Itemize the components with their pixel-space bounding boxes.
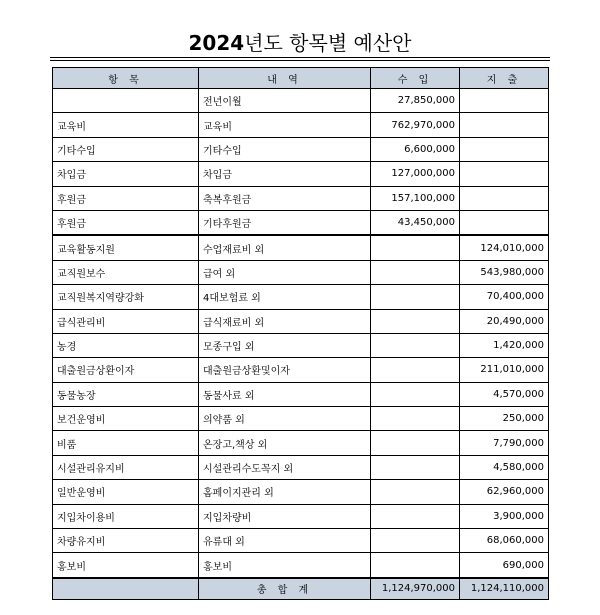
cell-expense xyxy=(460,162,549,186)
cell-detail: 모종구입 외 xyxy=(199,333,371,357)
cell-income xyxy=(371,455,460,479)
cell-item: 교직원복지역량강화 xyxy=(53,285,199,309)
table-row xyxy=(53,113,549,137)
cell-income: 127,000,000 xyxy=(371,162,460,186)
table-header-row xyxy=(53,68,549,89)
cell-item xyxy=(53,89,199,113)
title-text: 년도 항목별 예산안 xyxy=(244,31,412,55)
cell-detail: 차입금 xyxy=(199,162,371,186)
header-income: 수 입 xyxy=(371,68,460,89)
table-row xyxy=(53,431,549,455)
cell-detail: 4대보험료 외 xyxy=(199,285,371,309)
cell-income: 157,100,000 xyxy=(371,186,460,210)
table-row xyxy=(53,358,549,382)
cell-expense xyxy=(460,113,549,137)
cell-income xyxy=(371,382,460,406)
cell-income: 6,600,000 xyxy=(371,137,460,161)
cell-detail: 급식재료비 외 xyxy=(199,309,371,333)
cell-item: 지입차이용비 xyxy=(53,504,199,528)
table-row xyxy=(53,285,549,309)
cell-item: 비품 xyxy=(53,431,199,455)
table-row xyxy=(53,186,549,210)
cell-item: 농경 xyxy=(53,333,199,357)
cell-income: 762,970,000 xyxy=(371,113,460,137)
table-row xyxy=(53,89,549,113)
table-row xyxy=(53,333,549,357)
cell-detail: 기타후원금 xyxy=(199,210,371,235)
cell-income xyxy=(371,309,460,333)
cell-expense: 250,000 xyxy=(460,407,549,431)
cell-item: 홍보비 xyxy=(53,553,199,578)
cell-detail: 홈페이지관리 외 xyxy=(199,480,371,504)
cell-income xyxy=(371,333,460,357)
page-title xyxy=(0,27,600,56)
cell-income xyxy=(371,553,460,578)
cell-item: 차입금 xyxy=(53,162,199,186)
cell-item: 급식관리비 xyxy=(53,309,199,333)
cell-detail: 축복후원금 xyxy=(199,186,371,210)
header-detail: 내 역 xyxy=(199,68,371,89)
cell-item: 시설관리유지비 xyxy=(53,455,199,479)
cell-detail: 지입차량비 xyxy=(199,504,371,528)
cell-expense: 4,580,000 xyxy=(460,455,549,479)
cell-expense xyxy=(460,137,549,161)
cell-item: 교육활동지원 xyxy=(53,235,199,260)
cell-item: 기타수입 xyxy=(53,137,199,161)
cell-item: 교육비 xyxy=(53,113,199,137)
table-row xyxy=(53,529,549,553)
cell-income xyxy=(371,285,460,309)
cell-detail: 급여 외 xyxy=(199,260,371,284)
cell-income xyxy=(371,431,460,455)
title-rule-bottom xyxy=(50,60,550,61)
table-row xyxy=(53,260,549,284)
cell-expense: 20,490,000 xyxy=(460,309,549,333)
cell-item: 대출원금상환이자 xyxy=(53,358,199,382)
cell-item: 후원금 xyxy=(53,210,199,235)
cell-expense xyxy=(460,186,549,210)
cell-expense: 7,790,000 xyxy=(460,431,549,455)
cell-income xyxy=(371,358,460,382)
cell-detail: 시설관리수도꼭지 외 xyxy=(199,455,371,479)
cell-income xyxy=(371,260,460,284)
cell-expense xyxy=(460,210,549,235)
cell-income: 43,450,000 xyxy=(371,210,460,235)
cell-detail: 동물사료 외 xyxy=(199,382,371,406)
cell-detail: 대출원금상환및이자 xyxy=(199,358,371,382)
table-row xyxy=(53,210,549,235)
cell-expense: 4,570,000 xyxy=(460,382,549,406)
cell-expense: 3,900,000 xyxy=(460,504,549,528)
cell-item: 차량유지비 xyxy=(53,529,199,553)
cell-item: 보건운영비 xyxy=(53,407,199,431)
cell-income xyxy=(371,529,460,553)
cell-income xyxy=(371,235,460,260)
cell-detail: 의약품 외 xyxy=(199,407,371,431)
cell-expense: 211,010,000 xyxy=(460,358,549,382)
cell-detail: 홍보비 xyxy=(199,553,371,578)
cell-item: 교직원보수 xyxy=(53,260,199,284)
cell-item: 후원금 xyxy=(53,186,199,210)
table-row xyxy=(53,480,549,504)
cell-detail: 수업재료비 외 xyxy=(199,235,371,260)
cell-item: 동물농장 xyxy=(53,382,199,406)
header-expense: 지 출 xyxy=(460,68,549,89)
total-label: 총 합 계 xyxy=(199,578,371,600)
cell-income: 27,850,000 xyxy=(371,89,460,113)
total-row xyxy=(53,578,549,600)
cell-expense: 70,400,000 xyxy=(460,285,549,309)
table-row xyxy=(53,407,549,431)
header-item: 항 목 xyxy=(53,68,199,89)
total-income: 1,124,970,000 xyxy=(371,578,460,600)
cell-detail: 기타수입 xyxy=(199,137,371,161)
cell-detail: 온장고,책상 외 xyxy=(199,431,371,455)
title-rule-top xyxy=(50,57,550,58)
table-row xyxy=(53,504,549,528)
cell-income xyxy=(371,504,460,528)
cell-detail: 전년이월 xyxy=(199,89,371,113)
table-row xyxy=(53,162,549,186)
cell-expense: 124,010,000 xyxy=(460,235,549,260)
cell-expense: 543,980,000 xyxy=(460,260,549,284)
budget-table xyxy=(52,67,549,600)
title-year: 2024 xyxy=(188,31,245,55)
table-row xyxy=(53,553,549,578)
cell-income xyxy=(371,480,460,504)
table-row xyxy=(53,382,549,406)
table-row xyxy=(53,137,549,161)
cell-item: 일반운영비 xyxy=(53,480,199,504)
cell-income xyxy=(371,407,460,431)
cell-expense: 690,000 xyxy=(460,553,549,578)
total-blank xyxy=(53,578,199,600)
cell-expense: 68,060,000 xyxy=(460,529,549,553)
table-row xyxy=(53,455,549,479)
table-row xyxy=(53,235,549,260)
total-expense: 1,124,110,000 xyxy=(460,578,549,600)
cell-expense xyxy=(460,89,549,113)
cell-expense: 62,960,000 xyxy=(460,480,549,504)
cell-detail: 유류대 외 xyxy=(199,529,371,553)
cell-expense: 1,420,000 xyxy=(460,333,549,357)
cell-detail: 교육비 xyxy=(199,113,371,137)
table-row xyxy=(53,309,549,333)
